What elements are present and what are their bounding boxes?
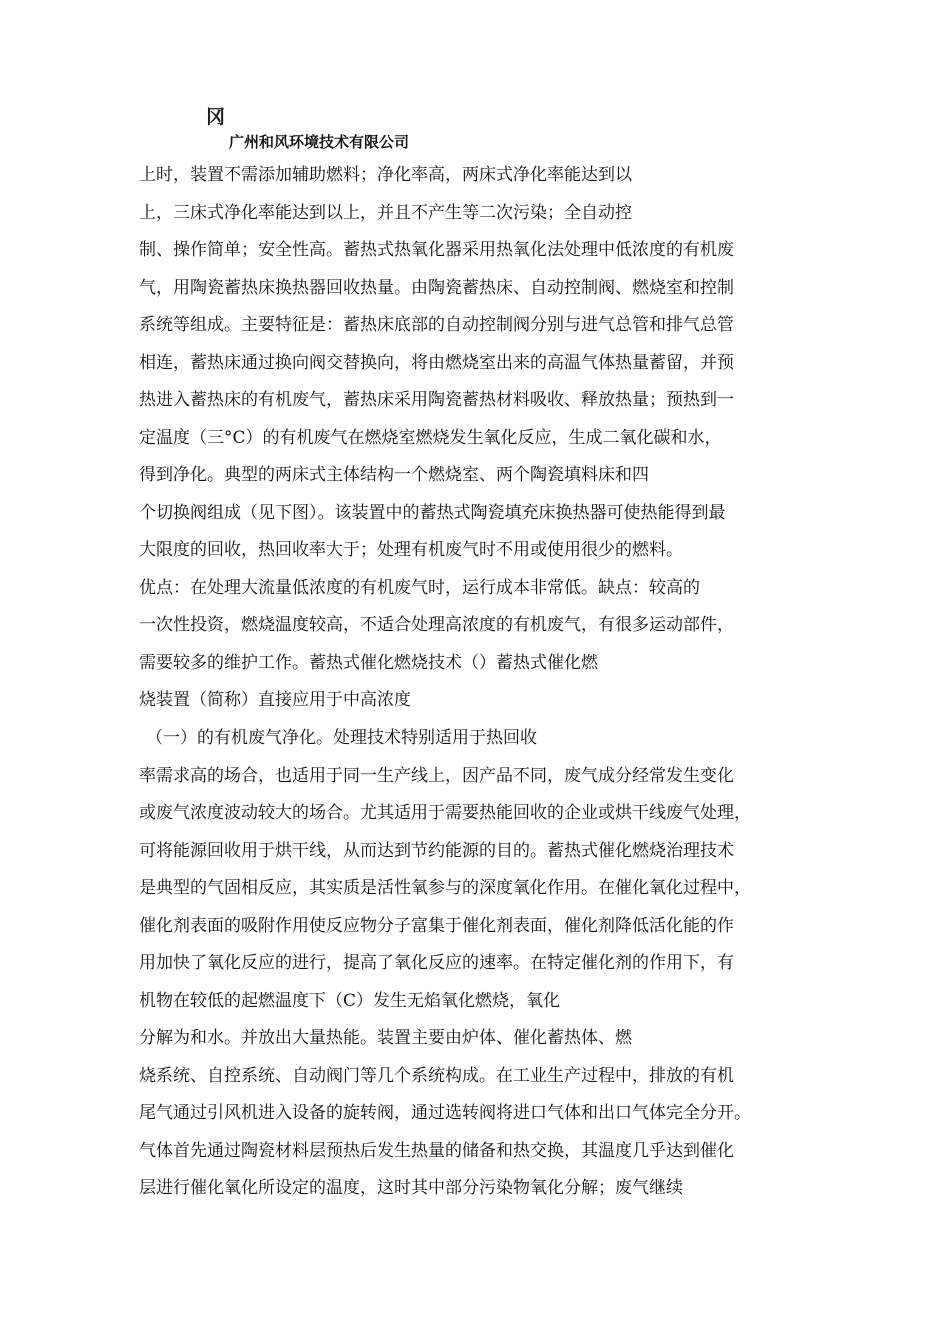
text-line: 大限度的回收，热回收率大于；处理有机废气时不用或使用很少的燃料。 xyxy=(139,540,683,560)
text-line: 气，用陶瓷蓄热床换热器回收热量。由陶瓷蓄热床、自动控制阀、燃烧室和控制 xyxy=(139,278,734,298)
text-line: 得到净化。典型的两床式主体结构一个燃烧室、两个陶瓷填料床和四 xyxy=(139,465,649,485)
company-name: 广州和风环境技术有限公司 xyxy=(229,133,410,151)
text-line: 优点：在处理大流量低浓度的有机废气时，运行成本非常低。缺点：较高的 xyxy=(139,578,700,598)
text-line: 定温度（三°C）的有机废气在燃烧室燃烧发生氧化反应，生成二氧化碳和水， xyxy=(139,428,722,448)
text-line: （一）的有机废气净化。处理技术特别适用于热回收 xyxy=(146,728,537,748)
text-line: 系统等组成。主要特征是：蓄热床底部的自动控制阀分别与进气总管和排气总管 xyxy=(139,315,734,335)
text-line: 用加快了氧化反应的进行，提高了氧化反应的速率。在特定催化剂的作用下，有 xyxy=(139,953,734,973)
text-line: 烧系统、自控系统、自动阀门等几个系统构成。在工业生产过程中，排放的有机 xyxy=(139,1066,734,1086)
text-line: 是典型的气固相反应，其实质是活性氧参与的深度氧化作用。在催化氧化过程中， xyxy=(139,878,751,898)
text-line: 制、操作简单；安全性高。蓄热式热氧化器采用热氧化法处理中低浓度的有机废 xyxy=(139,240,734,260)
text-line: 需要较多的维护工作。蓄热式催化燃烧技术（）蓄热式催化燃 xyxy=(139,653,598,673)
text-line: 层进行催化氧化所设定的温度，这时其中部分污染物氧化分解；废气继续 xyxy=(139,1178,683,1198)
text-line: 上时，装置不需添加辅助燃料；净化率高，两床式净化率能达到以 xyxy=(139,165,632,185)
text-line: 尾气通过引风机进入设备的旋转阀，通过选转阀将进口气体和出口气体完全分开。 xyxy=(139,1103,751,1123)
text-line: 相连，蓄热床通过换向阀交替换向，将由燃烧室出来的高温气体热量蓄留，并预 xyxy=(139,353,734,373)
text-line: 催化剂表面的吸附作用使反应物分子富集于催化剂表面，催化剂降低活化能的作 xyxy=(139,916,734,936)
text-line: 或废气浓度波动较大的场合。尤其适用于需要热能回收的企业或烘干线废气处理， xyxy=(139,803,751,823)
text-line: 分解为和水。并放出大量热能。装置主要由炉体、催化蓄热体、燃 xyxy=(139,1028,632,1048)
text-line: 可将能源回收用于烘干线，从而达到节约能源的目的。蓄热式催化燃烧治理技术 xyxy=(139,841,734,861)
text-line: 个切换阀组成（见下图）。该装置中的蓄热式陶瓷填充床换热器可使热能得到最 xyxy=(139,503,726,523)
text-line: 上，三床式净化率能达到以上，并且不产生等二次污染；全自动控 xyxy=(139,203,632,223)
text-line: 气体首先通过陶瓷材料层预热后发生热量的储备和热交换，其温度几乎达到催化 xyxy=(139,1141,734,1161)
company-logo: 冈 xyxy=(206,106,226,128)
text-line: 热进入蓄热床的有机废气，蓄热床采用陶瓷蓄热材料吸收、释放热量；预热到一 xyxy=(139,390,734,410)
text-line: 烧装置（简称）直接应用于中高浓度 xyxy=(139,690,411,710)
text-line: 一次性投资，燃烧温度较高，不适合处理高浓度的有机废气，有很多运动部件， xyxy=(139,615,734,635)
text-line: 率需求高的场合，也适用于同一生产线上，因产品不同，废气成分经常发生变化 xyxy=(139,766,734,786)
text-line: 机物在较低的起燃温度下（C）发生无焰氧化燃烧，氧化 xyxy=(139,991,561,1011)
